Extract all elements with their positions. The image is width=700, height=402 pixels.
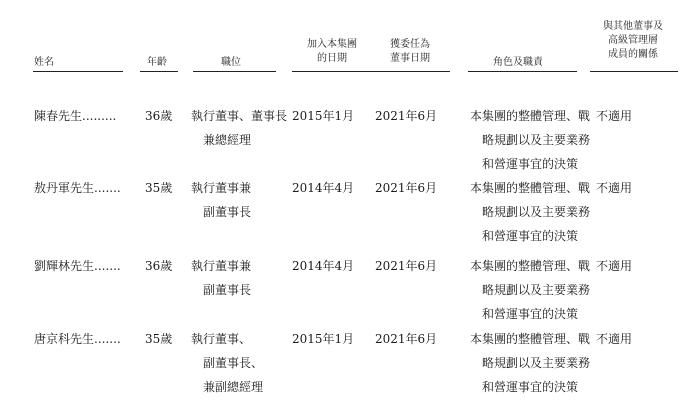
- row-2-role-line-2: 略規劃以及主要業務: [482, 205, 591, 219]
- row-3-position-line-1: 執行董事兼: [191, 259, 252, 273]
- header-relationship: [588, 20, 678, 62]
- row-1-join-date: 2015年1月: [292, 109, 355, 123]
- row-1-name: 陳春先生.........: [34, 109, 117, 123]
- header-relationship-line-2: 高級管理層: [608, 35, 658, 46]
- row-3-name: 劉輝林先生.......: [34, 259, 121, 273]
- row-3-relationship: 不適用: [596, 259, 633, 273]
- row-2-position-line-2: 副董事長: [203, 205, 252, 219]
- row-1-position-line-2: 兼總經理: [203, 133, 252, 147]
- rule-relationship: [590, 71, 678, 72]
- row-4-position-line-2: 副董事長、: [203, 356, 264, 370]
- row-1-age: 36歲: [145, 109, 173, 123]
- row-4-role-line-1: 本集團的整體管理、戰: [470, 332, 591, 346]
- rule-age: [140, 71, 178, 72]
- row-2-position: [191, 176, 251, 224]
- row-1-role: [470, 104, 590, 176]
- header-appoint-date-line-2: 董事日期: [390, 53, 430, 64]
- rule-join-date: [292, 71, 372, 72]
- row-4-position: [191, 327, 263, 399]
- row-4-appoint-date: 2021年6月: [375, 332, 438, 346]
- header-appoint-date-line-1: 獲委任為: [390, 39, 430, 50]
- row-3-role-line-2: 略規劃以及主要業務: [482, 283, 591, 297]
- row-2-name: 敖丹軍先生.......: [34, 181, 121, 195]
- row-3-role: [470, 254, 590, 326]
- row-1-position: [191, 104, 287, 152]
- row-1-role-line-2: 略規劃以及主要業務: [482, 133, 591, 147]
- header-appoint-date: [370, 38, 450, 66]
- row-3-age: 36歲: [145, 259, 173, 273]
- row-2-role-line-1: 本集團的整體管理、戰: [470, 181, 591, 195]
- row-4-position-line-3: 兼副總經理: [203, 380, 264, 394]
- row-2-join-date: 2014年4月: [292, 181, 355, 195]
- row-1-position-line-1: 執行董事、董事長: [191, 109, 288, 123]
- row-4-role-line-3: 和營運事宜的決策: [482, 380, 579, 394]
- row-2-relationship: 不適用: [596, 181, 633, 195]
- row-3-position-line-2: 副董事長: [203, 283, 252, 297]
- header-age: 年齡: [147, 57, 167, 68]
- row-1-role-line-1: 本集團的整體管理、戰: [470, 109, 591, 123]
- rule-position: [193, 71, 276, 72]
- row-4-join-date: 2015年1月: [292, 332, 355, 346]
- row-2-role: [470, 176, 590, 248]
- rule-name: [33, 71, 123, 72]
- row-4-position-line-1: 執行董事、: [191, 332, 252, 346]
- rule-role: [468, 71, 577, 72]
- row-4-role: [470, 327, 590, 399]
- row-3-join-date: 2014年4月: [292, 259, 355, 273]
- header-name: 姓名: [34, 57, 54, 68]
- header-position: 職位: [221, 57, 241, 68]
- row-4-name: 唐京科先生.......: [34, 332, 121, 346]
- header-join-date-line-2: 的日期: [317, 53, 347, 64]
- row-2-role-line-3: 和營運事宜的決策: [482, 229, 579, 243]
- row-1-relationship: 不適用: [596, 109, 633, 123]
- row-2-position-line-1: 執行董事兼: [191, 181, 252, 195]
- row-3-appoint-date: 2021年6月: [375, 259, 438, 273]
- row-2-appoint-date: 2021年6月: [375, 181, 438, 195]
- row-4-age: 35歲: [145, 332, 173, 346]
- header-relationship-line-3: 成員的關係: [608, 49, 658, 60]
- header-relationship-line-1: 與其他董事及: [603, 21, 663, 32]
- row-3-position: [191, 254, 251, 302]
- rule-appoint-date: [372, 71, 450, 72]
- row-2-age: 35歲: [145, 181, 173, 195]
- row-4-role-line-2: 略規劃以及主要業務: [482, 356, 591, 370]
- row-4-relationship: 不適用: [596, 332, 633, 346]
- row-1-appoint-date: 2021年6月: [375, 109, 438, 123]
- header-role: 角色及職責: [493, 57, 543, 68]
- header-join-date: [292, 38, 372, 66]
- header-join-date-line-1: 加入本集團: [307, 39, 357, 50]
- row-3-role-line-3: 和營運事宜的決策: [482, 307, 579, 321]
- row-3-role-line-1: 本集團的整體管理、戰: [470, 259, 591, 273]
- row-1-role-line-3: 和營運事宜的決策: [482, 157, 579, 171]
